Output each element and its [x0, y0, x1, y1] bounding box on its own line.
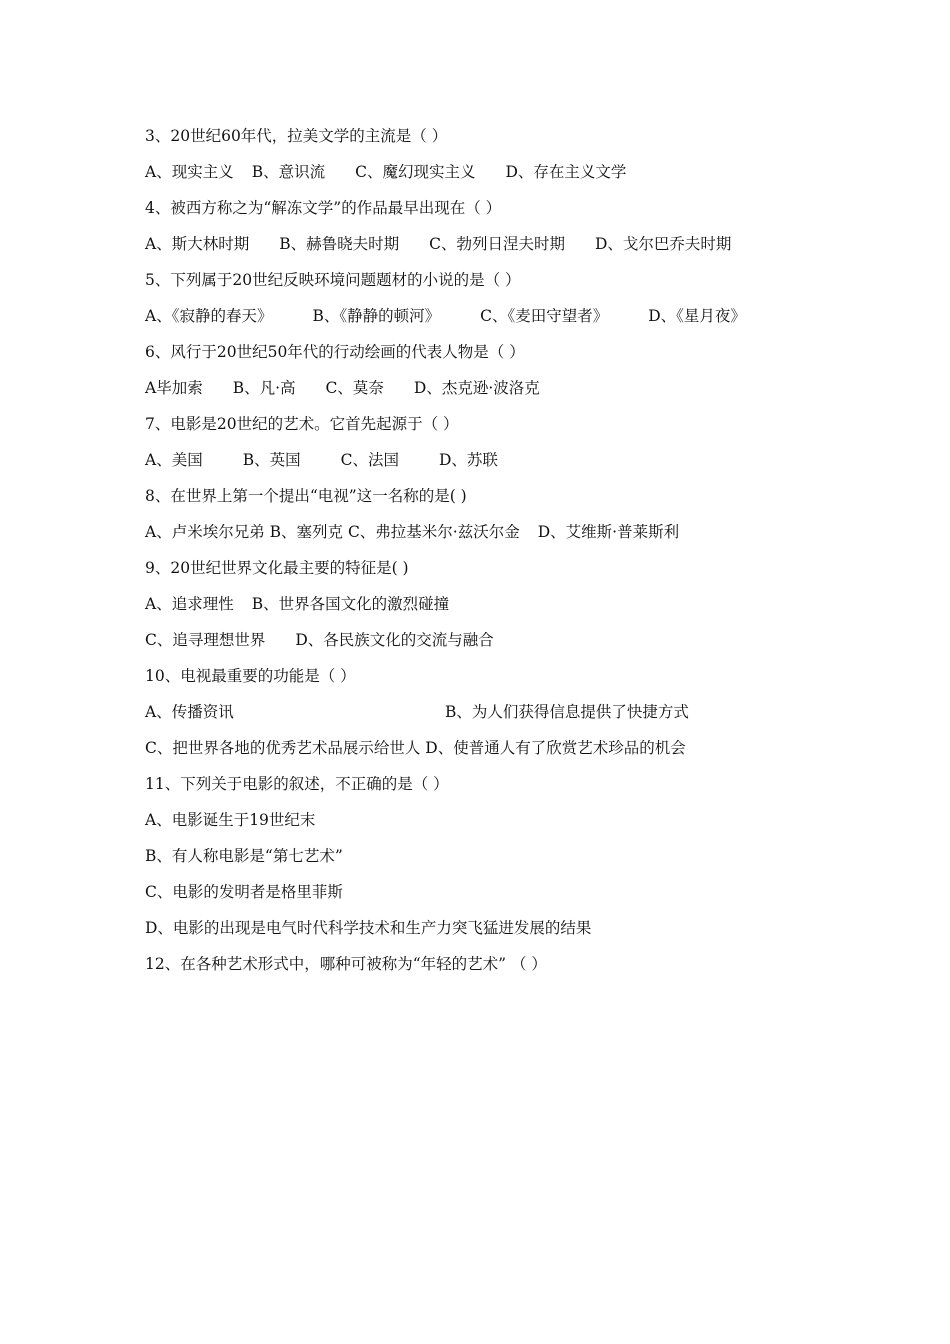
option-b: B、凡·高 [232, 379, 296, 397]
option-d: D、艾维斯·普莱斯利 [537, 523, 680, 541]
question-options-8 [145, 520, 825, 556]
question-options-4 [145, 232, 825, 268]
option-d: D、存在主义文学 [505, 163, 627, 181]
option-a: A、电影诞生于19世纪末 [145, 811, 316, 829]
question-stem-5: 5、下列属于20世纪反映环境问题题材的小说的是（ ） [145, 271, 521, 289]
question-stem-11: 11、下列关于电影的叙述，不正确的是（ ） [145, 775, 449, 793]
option-c: C、法国 [340, 451, 399, 469]
question-options-7 [145, 448, 825, 484]
question-stem-4: 4、被西方称之为“解冻文学”的作品最早出现在（ ） [145, 199, 502, 217]
option-d: D、苏联 [438, 451, 498, 469]
option-b: B、有人称电影是“第七艺术” [145, 847, 343, 865]
option-c: C、勃列日涅夫时期 [429, 235, 565, 253]
question-stem-10: 10、电视最重要的功能是（ ） [145, 667, 356, 685]
option-a: A、《寂静的春天》 [145, 307, 273, 325]
question-options-10-row-1 [145, 700, 825, 736]
option-a: A、美国 [145, 451, 203, 469]
option-a: A、传播资讯 [145, 703, 234, 721]
option-c: C、魔幻现实主义 [355, 163, 476, 181]
question-options-3 [145, 160, 825, 196]
option-b: B、《静静的顿河》 [312, 307, 441, 325]
option-a: A毕加索 [145, 379, 203, 397]
question-options-5 [145, 304, 825, 340]
question-options-9-row-2 [145, 628, 825, 664]
option-d: D、电影的出现是电气时代科学技术和生产力突飞猛进发展的结果 [145, 919, 592, 937]
question-list [145, 124, 825, 988]
question-stem-12: 12、在各种艺术形式中，哪种可被称为“年轻的艺术” （ ） [145, 955, 547, 973]
option-abc: A、卢米埃尔兄弟 B、塞列克 C、弗拉基米尔·兹沃尔金 [145, 523, 520, 541]
option-a: A、斯大林时期 [145, 235, 250, 253]
option-b: B、世界各国文化的激烈碰撞 [251, 595, 450, 613]
option-c: C、电影的发明者是格里菲斯 [145, 883, 343, 901]
option-c: C、追寻理想世界 [145, 631, 266, 649]
option-d: D、各民族文化的交流与融合 [295, 631, 494, 649]
question-stem-3: 3、20世纪60年代，拉美文学的主流是（ ） [145, 127, 448, 145]
question-stem-8: 8、在世界上第一个提出“电视”这一名称的是( ) [145, 487, 467, 505]
question-options-10-row-2 [145, 736, 825, 772]
option-a: A、现实主义 [145, 163, 234, 181]
option-c: C、莫奈 [325, 379, 384, 397]
option-b: B、赫鲁晓夫时期 [279, 235, 400, 253]
option-d: D、戈尔巴乔夫时期 [594, 235, 732, 253]
option-d: D、《星月夜》 [648, 307, 746, 325]
option-d: D、杰克逊·波洛克 [413, 379, 540, 397]
question-options-9-row-1 [145, 592, 825, 628]
option-b: B、为人们获得信息提供了快捷方式 [445, 703, 689, 721]
question-stem-9: 9、20世纪世界文化最主要的特征是( ) [145, 559, 409, 577]
question-stem-6: 6、风行于20世纪50年代的行动绘画的代表人物是（ ） [145, 343, 525, 361]
question-stem-7: 7、电影是20世纪的艺术。它首先起源于（ ） [145, 415, 459, 433]
option-a: A、追求理性 [145, 595, 234, 613]
option-b: B、英国 [242, 451, 301, 469]
option-c: C、《麦田守望者》 [480, 307, 609, 325]
question-options-6 [145, 376, 825, 412]
option-cd: C、把世界各地的优秀艺术品展示给世人 D、使普通人有了欣赏艺术珍品的机会 [145, 739, 686, 757]
option-b: B、意识流 [251, 163, 326, 181]
